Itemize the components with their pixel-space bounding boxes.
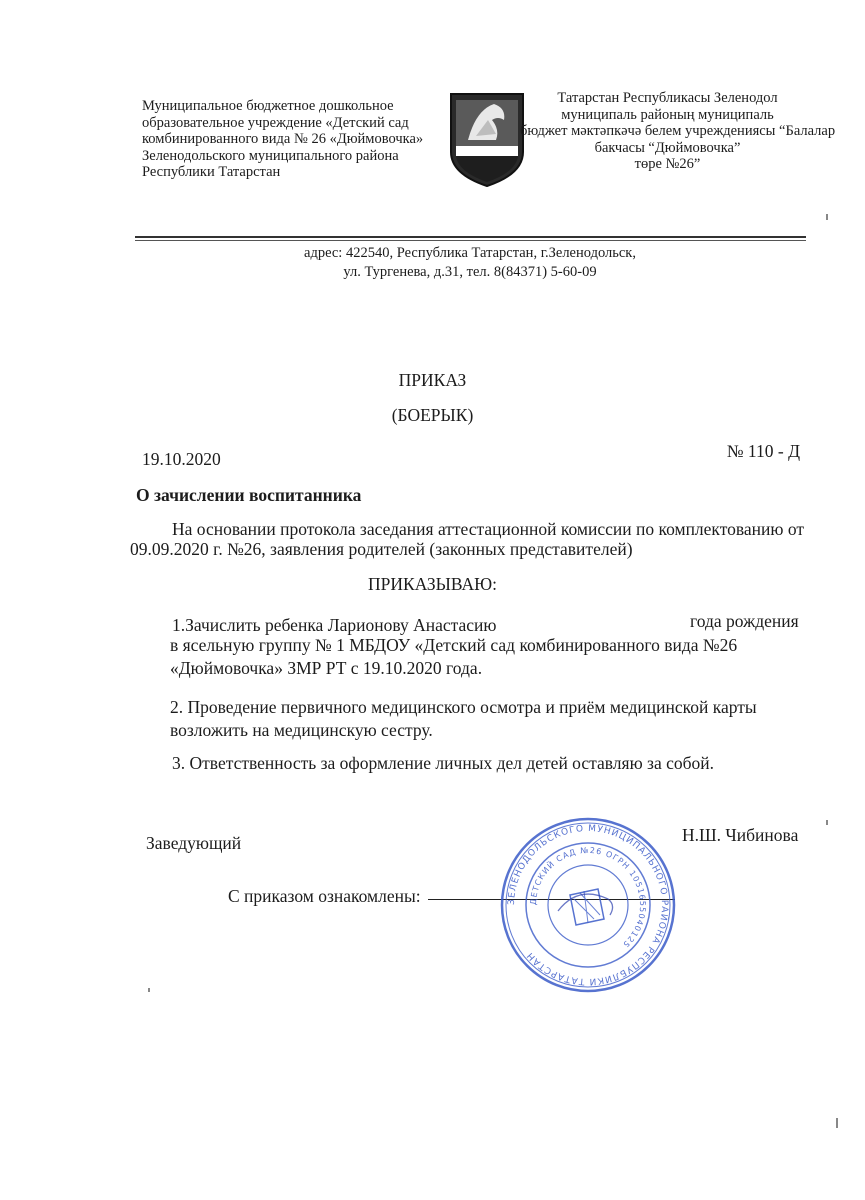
- header-left-line: образовательное учреждение «Детский сад: [142, 114, 409, 131]
- header-right-line: муниципаль районың муниципаль: [561, 106, 774, 123]
- address-line-2: ул. Тургенева, д.31, тел. 8(84371) 5-60-09: [343, 264, 597, 280]
- item-1-birth-year-label: года рождения: [690, 611, 799, 631]
- header-left-line: Муниципальное бюджетное дошкольное: [142, 98, 394, 114]
- item-2-line-1: 2. Проведение первичного медицинского осмотра и приём медицинской карты: [170, 697, 757, 717]
- header-left-line: Зеленодольского муниципального района: [142, 147, 399, 164]
- header-right-line: Татарстан Республикасы Зеленодол: [557, 90, 778, 106]
- header-left-org-name: [142, 98, 442, 181]
- item-1-line-3: «Дюймовочка» ЗМР РТ с 19.10.2020 года.: [170, 658, 483, 678]
- order-number: № 110 - Д: [726, 441, 800, 461]
- order-subtitle: (БОЕРЫК): [391, 405, 474, 425]
- coat-of-arms-icon: [446, 90, 528, 190]
- item-3: 3. Ответственность за оформление личных дел детей оставляю за собой.: [172, 753, 714, 773]
- header-left-line: комбинированного вида № 26 «Дюймовочка»: [142, 131, 424, 147]
- basis-line-1: На основании протокола заседания аттестационной комиссии по комплектованию от: [172, 519, 805, 539]
- official-seal-icon: [498, 815, 678, 995]
- header-divider: [135, 236, 806, 238]
- order-date: 19.10.2020: [142, 449, 221, 469]
- scan-speck: [826, 820, 828, 825]
- header-right-org-name: [520, 90, 836, 173]
- order-subject: О зачислении воспитанника: [136, 485, 362, 505]
- address-line-1: адрес: 422540, Республика Татарстан, г.Зеленодольск,: [304, 245, 636, 261]
- acknowledged-label: С приказом ознакомлены:: [228, 886, 421, 906]
- scan-speck: [148, 988, 150, 992]
- seal-outer-text: ЗЕЛЕНОДОЛЬСКОГО МУНИЦИПАЛЬНОГО РАЙОНА РЕСПУБЛИКИ ТАТАРСТАН: [506, 823, 670, 987]
- scan-speck: [826, 214, 828, 220]
- item-1-line-1: 1.Зачислить ребенка Ларионову Анастасию: [172, 615, 497, 635]
- order-title: ПРИКАЗ: [398, 370, 467, 390]
- order-command: ПРИКАЗЫВАЮ:: [368, 574, 497, 594]
- header-right-line: бюджет мәктәпкәчә белем учреждениясы “Балалар: [520, 123, 836, 139]
- signatory-name: Н.Ш. Чибинова: [682, 825, 799, 845]
- header-divider-thin: [135, 240, 806, 241]
- scan-speck: [836, 1118, 838, 1128]
- signatory-position: Заведующий: [146, 833, 242, 853]
- item-2-line-2: возложить на медицинскую сестру.: [170, 720, 433, 740]
- header-right-line: бакчасы “Дюймовочка”: [594, 139, 741, 156]
- header-left-line: Республики Татарстан: [142, 164, 281, 180]
- address-block: [250, 244, 690, 282]
- item-1-line-2: в ясельную группу № 1 МБДОУ «Детский сад комбинированного вида №26: [170, 635, 738, 655]
- seal-inner-text: ДЕТСКИЙ САД №26 ОГРН 1051655040125: [528, 845, 648, 950]
- basis-line-2: 09.09.2020 г. №26, заявления родителей (законных представителей): [130, 539, 633, 559]
- header-right-line: төре №26”: [634, 156, 701, 172]
- svg-text:ДЕТСКИЙ САД №26 ОГРН 105165504: [529, 846, 647, 950]
